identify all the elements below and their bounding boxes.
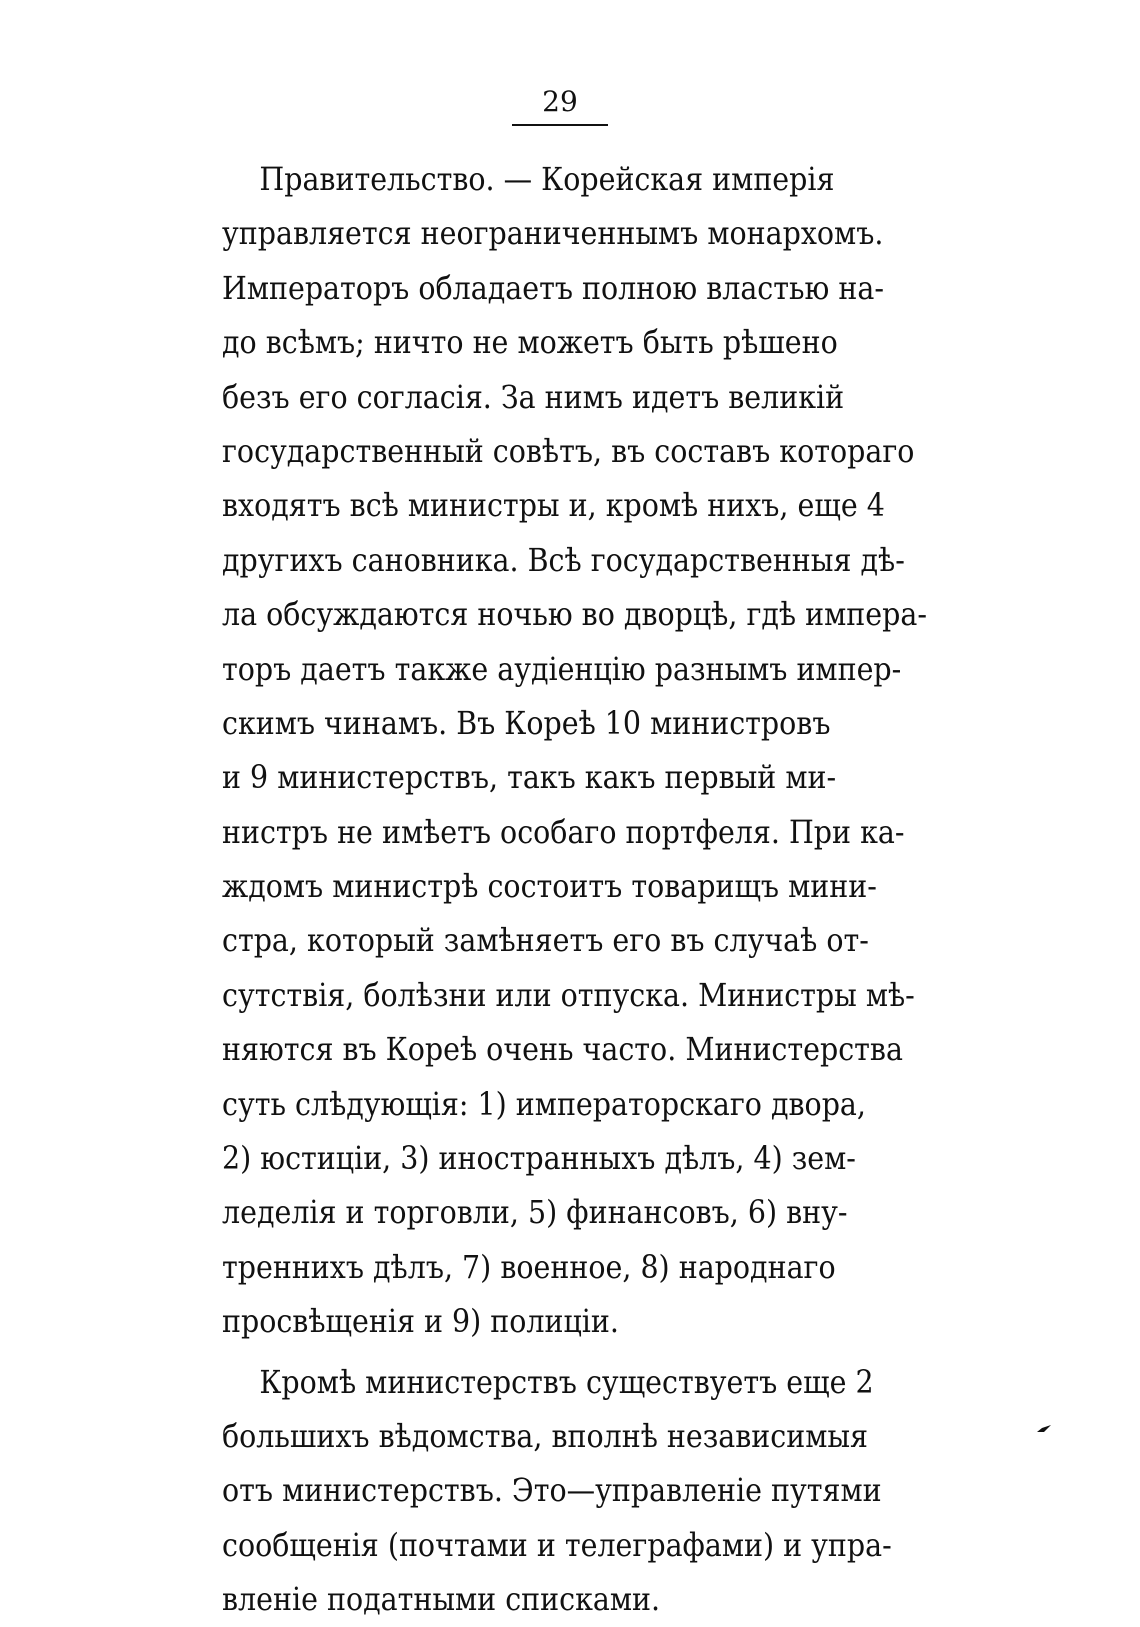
text-line: безъ его согласія. За нимъ идетъ великій: [222, 377, 845, 416]
text-line: другихъ сановника. Всѣ государственныя дѣ-: [222, 540, 905, 579]
header-rule: [512, 124, 608, 126]
text-line: стра, который замѣняетъ его въ случаѣ от-: [222, 921, 869, 960]
text-line: нистръ не имѣетъ особаго портфеля. При ка-: [222, 812, 905, 851]
text-line: ждомъ министрѣ состоитъ товарищъ мини-: [222, 867, 877, 906]
text-line: ла обсуждаются ночью во дворцѣ, гдѣ импера-: [222, 595, 927, 634]
text-line: отъ министерствъ. Это—управленіе путями: [222, 1471, 882, 1510]
text-line: управляется неограниченнымъ монархомъ.: [222, 214, 884, 253]
ink-speck-mark: [1036, 1425, 1052, 1433]
text-line: сутствія, болѣзни или отпуска. Министры мѣ-: [222, 975, 915, 1014]
text-line: просвѣщенія и 9) полиціи.: [222, 1302, 619, 1341]
text-line: сообщенія (почтами и телеграфами) и упра-: [222, 1525, 892, 1564]
text-line: треннихъ дѣлъ, 7) военное, 8) народнаго: [222, 1247, 836, 1286]
text-line: большихъ вѣдомства, вполнѣ независимыя: [222, 1416, 869, 1455]
text-line: леделія и торговли, 5) финансовъ, 6) вну-: [222, 1193, 848, 1232]
paragraph-departments: [222, 1355, 892, 1627]
text-line: и 9 министерствъ, такъ какъ первый ми-: [222, 758, 837, 797]
text-line: государственный совѣтъ, въ составъ котораго: [222, 431, 915, 470]
text-line: 2) юстиціи, 3) иностранныхъ дѣлъ, 4) зем-: [222, 1139, 856, 1178]
text-line: няются въ Кореѣ очень часто. Министерства: [222, 1030, 903, 1069]
text-line: входятъ всѣ министры и, кромѣ нихъ, еще 4: [222, 486, 885, 525]
text-line: Императоръ обладаетъ полною властью на-: [222, 268, 884, 307]
body-text: [222, 152, 927, 1627]
page-number: 29: [542, 85, 578, 118]
text-line: до всѣмъ; ничто не можетъ быть рѣшено: [222, 323, 838, 362]
text-line: вленіе податными списками.: [222, 1580, 661, 1619]
text-line: Правительство. — Корейская имперія: [259, 160, 835, 198]
text-line: суть слѣдующія: 1) императорскаго двора,: [222, 1084, 866, 1123]
text-line: торъ даетъ также аудіенцію разнымъ импер-: [222, 649, 902, 688]
text-line: Кромѣ министерствъ существуетъ еще 2: [259, 1362, 874, 1401]
paragraph-government: [222, 152, 927, 1349]
text-line: скимъ чинамъ. Въ Кореѣ 10 министровъ: [222, 703, 831, 742]
